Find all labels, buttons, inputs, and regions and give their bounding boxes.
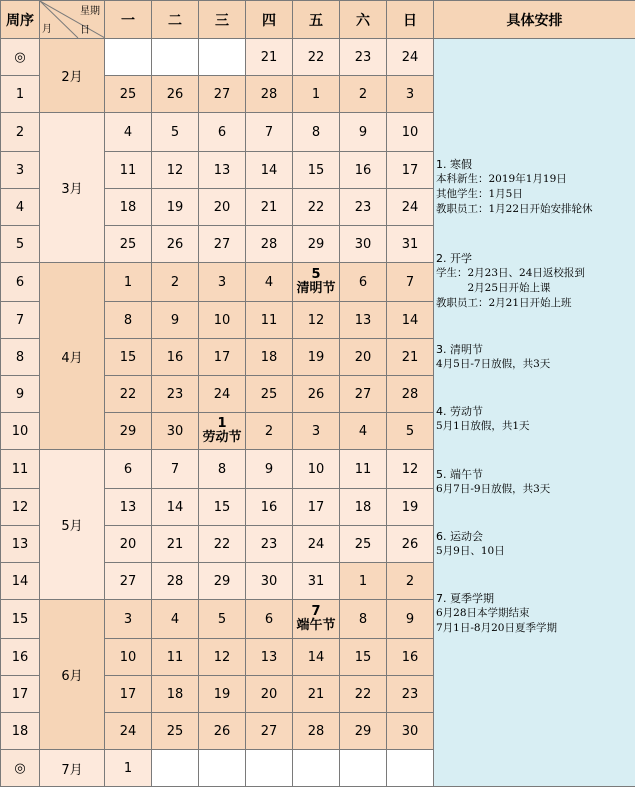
date-cell [152, 39, 199, 76]
week-number: 17 [1, 676, 40, 713]
date-cell: 3 [105, 600, 152, 639]
week-number: 7 [1, 302, 40, 339]
date-cell: 15 [199, 489, 246, 526]
schedule-item-s5 [436, 467, 633, 497]
date-cell: 8 [105, 302, 152, 339]
date-cell: 18 [152, 676, 199, 713]
schedule-title: 1. 寒假 [436, 157, 633, 172]
date-cell: 6 [105, 450, 152, 489]
date-cell: 26 [152, 76, 199, 113]
date-cell: 8 [340, 600, 387, 639]
week-column-header: 周序 [1, 1, 40, 39]
date-cell: 5 [199, 600, 246, 639]
date-cell: 1 [105, 263, 152, 302]
date-cell: 15 [340, 639, 387, 676]
day-header-thu: 四 [246, 1, 293, 39]
schedule-title: 7. 夏季学期 [436, 591, 633, 606]
date-cell [293, 600, 340, 639]
date-cell: 22 [293, 189, 340, 226]
date-cell: 4 [105, 113, 152, 152]
date-cell: 27 [199, 226, 246, 263]
date-cell: 22 [293, 39, 340, 76]
day-header-fri: 五 [293, 1, 340, 39]
date-cell: 11 [105, 152, 152, 189]
diag-label-weekday: 星期 [80, 2, 100, 17]
week-number: 3 [1, 152, 40, 189]
date-cell: 1 [340, 563, 387, 600]
date-cell: 2 [340, 76, 387, 113]
month-label: 3月 [40, 113, 105, 263]
date-cell: 18 [246, 339, 293, 376]
date-cell: 11 [152, 639, 199, 676]
date-cell: 10 [387, 113, 434, 152]
date-cell [199, 750, 246, 787]
date-cell: 24 [387, 39, 434, 76]
date-cell: 24 [387, 189, 434, 226]
date-cell: 11 [340, 450, 387, 489]
week-number: 1 [1, 76, 40, 113]
date-cell: 21 [246, 189, 293, 226]
date-cell: 25 [105, 76, 152, 113]
month-label: 4月 [40, 263, 105, 450]
date-cell: 17 [293, 489, 340, 526]
date-cell [152, 750, 199, 787]
date-cell: 29 [105, 413, 152, 450]
week-number: 14 [1, 563, 40, 600]
date-cell: 12 [387, 450, 434, 489]
date-cell: 4 [340, 413, 387, 450]
date-cell [387, 750, 434, 787]
date-cell: 23 [152, 376, 199, 413]
date-cell: 9 [387, 600, 434, 639]
date-cell: 28 [246, 226, 293, 263]
date-cell: 9 [340, 113, 387, 152]
date-cell: 13 [246, 639, 293, 676]
date-cell: 1 [293, 76, 340, 113]
date-cell: 12 [199, 639, 246, 676]
date-cell: 14 [152, 489, 199, 526]
holiday-name: 清明节 [293, 282, 339, 296]
date-cell: 20 [246, 676, 293, 713]
date-cell: 25 [105, 226, 152, 263]
date-cell: 21 [246, 39, 293, 76]
date-cell: 12 [152, 152, 199, 189]
date-cell: 20 [199, 189, 246, 226]
date-cell: 27 [105, 563, 152, 600]
day-header-wed: 三 [199, 1, 246, 39]
date-cell: 24 [199, 376, 246, 413]
date-cell: 28 [152, 563, 199, 600]
date-cell: 2 [387, 563, 434, 600]
holiday-name: 劳动节 [199, 431, 245, 445]
date-cell: 27 [340, 376, 387, 413]
date-cell: 13 [105, 489, 152, 526]
date-cell [293, 750, 340, 787]
holiday-name: 端午节 [293, 619, 339, 633]
date-cell: 29 [340, 713, 387, 750]
date-cell: 13 [340, 302, 387, 339]
week-number: 16 [1, 639, 40, 676]
date-cell: 15 [105, 339, 152, 376]
date-cell: 17 [387, 152, 434, 189]
date-cell: 2 [152, 263, 199, 302]
date-cell: 6 [199, 113, 246, 152]
header-row [1, 1, 635, 39]
date-cell: 5 [387, 413, 434, 450]
date-cell: 21 [387, 339, 434, 376]
schedule-line: 5月1日放假，共1天 [436, 419, 633, 434]
date-cell [199, 413, 246, 450]
week-number: 12 [1, 489, 40, 526]
date-cell: 7 [152, 450, 199, 489]
date-cell: 16 [340, 152, 387, 189]
date-cell: 10 [293, 450, 340, 489]
date-cell: 17 [105, 676, 152, 713]
week-number: ◎ [1, 750, 40, 787]
date-cell: 5 [152, 113, 199, 152]
schedule-title: 4. 劳动节 [436, 404, 633, 419]
week-number: 6 [1, 263, 40, 302]
date-cell: 25 [152, 713, 199, 750]
date-cell: 18 [340, 489, 387, 526]
date-cell: 6 [340, 263, 387, 302]
date-cell [199, 39, 246, 76]
day-header-sun: 日 [387, 1, 434, 39]
schedule-line: 5月9日、10日 [436, 544, 633, 559]
schedule-title: 6. 运动会 [436, 529, 633, 544]
date-cell: 14 [293, 639, 340, 676]
date-cell: 3 [387, 76, 434, 113]
date-cell: 25 [340, 526, 387, 563]
plan-header: 具体安排 [434, 1, 635, 39]
schedule-item-s6 [436, 529, 633, 559]
day-header-sat: 六 [340, 1, 387, 39]
date-cell: 29 [199, 563, 246, 600]
date-cell: 30 [340, 226, 387, 263]
date-cell: 30 [246, 563, 293, 600]
schedule-line: 2月25日开始上课 [436, 281, 633, 296]
date-cell: 4 [152, 600, 199, 639]
diag-label-month: 月 [42, 20, 52, 35]
date-cell: 19 [387, 489, 434, 526]
date-cell: 30 [387, 713, 434, 750]
date-cell: 16 [387, 639, 434, 676]
date-cell: 21 [152, 526, 199, 563]
diag-label-day: 日 [80, 21, 90, 36]
schedule-item-s1 [436, 157, 633, 217]
date-cell: 22 [105, 376, 152, 413]
date-cell: 24 [105, 713, 152, 750]
date-cell: 20 [105, 526, 152, 563]
schedule-item-s4 [436, 404, 633, 434]
schedule-item-s2 [436, 251, 633, 311]
date-cell: 28 [246, 76, 293, 113]
date-cell: 23 [246, 526, 293, 563]
date-cell: 16 [152, 339, 199, 376]
day-header-mon: 一 [105, 1, 152, 39]
schedule-panel [434, 39, 635, 787]
day-header-tue: 二 [152, 1, 199, 39]
date-cell: 2 [246, 413, 293, 450]
date-cell: 24 [293, 526, 340, 563]
schedule-line: 教职员工：2月21日开始上班 [436, 296, 633, 311]
date-cell: 26 [293, 376, 340, 413]
schedule-title: 3. 清明节 [436, 342, 633, 357]
week-number: 11 [1, 450, 40, 489]
date-cell: 7 [387, 263, 434, 302]
schedule-line: 6月28日本学期结束 [436, 606, 633, 621]
schedule-item-s7 [436, 591, 633, 636]
week-number: 10 [1, 413, 40, 450]
date-cell: 19 [199, 676, 246, 713]
schedule-line: 4月5日-7日放假，共3天 [436, 357, 633, 372]
date-cell: 26 [152, 226, 199, 263]
week-number: 18 [1, 713, 40, 750]
date-cell: 28 [387, 376, 434, 413]
schedule-line: 6月7日-9日放假，共3天 [436, 482, 633, 497]
date-cell [246, 750, 293, 787]
date-cell: 26 [387, 526, 434, 563]
schedule-line: 其他学生：1月5日 [436, 187, 633, 202]
date-cell: 16 [246, 489, 293, 526]
date-cell: 27 [199, 76, 246, 113]
date-cell: 19 [152, 189, 199, 226]
date-cell [105, 39, 152, 76]
date-cell: 19 [293, 339, 340, 376]
date-cell: 15 [293, 152, 340, 189]
date-cell: 31 [387, 226, 434, 263]
week-number: 2 [1, 113, 40, 152]
date-cell: 4 [246, 263, 293, 302]
month-label: 7月 [40, 750, 105, 787]
date-cell: 10 [199, 302, 246, 339]
month-label: 5月 [40, 450, 105, 600]
week-number: 5 [1, 226, 40, 263]
date-cell: 7 [246, 113, 293, 152]
date-cell: 22 [340, 676, 387, 713]
date-cell: 3 [199, 263, 246, 302]
date-cell: 10 [105, 639, 152, 676]
date-cell: 8 [293, 113, 340, 152]
date-cell: 23 [387, 676, 434, 713]
month-day-diagonal-header [40, 1, 105, 39]
week-number: ◎ [1, 39, 40, 76]
date-cell: 9 [246, 450, 293, 489]
date-cell: 6 [246, 600, 293, 639]
date-cell: 26 [199, 713, 246, 750]
date-cell: 23 [340, 189, 387, 226]
schedule-line: 教职员工：1月22日开始安排轮休 [436, 202, 633, 217]
schedule-line: 本科新生：2019年1月19日 [436, 172, 633, 187]
date-cell [340, 750, 387, 787]
date-cell: 18 [105, 189, 152, 226]
date-cell: 22 [199, 526, 246, 563]
week-number: 13 [1, 526, 40, 563]
schedule-title: 2. 开学 [436, 251, 633, 266]
holiday-date: 1 [199, 417, 245, 431]
week-row [1, 39, 635, 76]
month-label: 6月 [40, 600, 105, 750]
date-cell: 12 [293, 302, 340, 339]
week-number: 4 [1, 189, 40, 226]
date-cell: 25 [246, 376, 293, 413]
date-cell: 23 [340, 39, 387, 76]
date-cell: 8 [199, 450, 246, 489]
date-cell: 30 [152, 413, 199, 450]
date-cell: 21 [293, 676, 340, 713]
holiday-date: 5 [293, 268, 339, 282]
date-cell [293, 263, 340, 302]
date-cell: 9 [152, 302, 199, 339]
holiday-date: 7 [293, 605, 339, 619]
schedule-line: 学生：2月23日、24日返校报到 [436, 266, 633, 281]
date-cell: 3 [293, 413, 340, 450]
week-number: 15 [1, 600, 40, 639]
schedule-title: 5. 端午节 [436, 467, 633, 482]
date-cell: 11 [246, 302, 293, 339]
date-cell: 14 [246, 152, 293, 189]
date-cell: 17 [199, 339, 246, 376]
week-number: 9 [1, 376, 40, 413]
date-cell: 13 [199, 152, 246, 189]
month-label: 2月 [40, 39, 105, 113]
date-cell: 31 [293, 563, 340, 600]
date-cell: 29 [293, 226, 340, 263]
schedule-line: 7月1日-8月20日夏季学期 [436, 621, 633, 636]
date-cell: 1 [105, 750, 152, 787]
schedule-item-s3 [436, 342, 633, 372]
date-cell: 28 [293, 713, 340, 750]
date-cell: 20 [340, 339, 387, 376]
week-number: 8 [1, 339, 40, 376]
date-cell: 14 [387, 302, 434, 339]
date-cell: 27 [246, 713, 293, 750]
